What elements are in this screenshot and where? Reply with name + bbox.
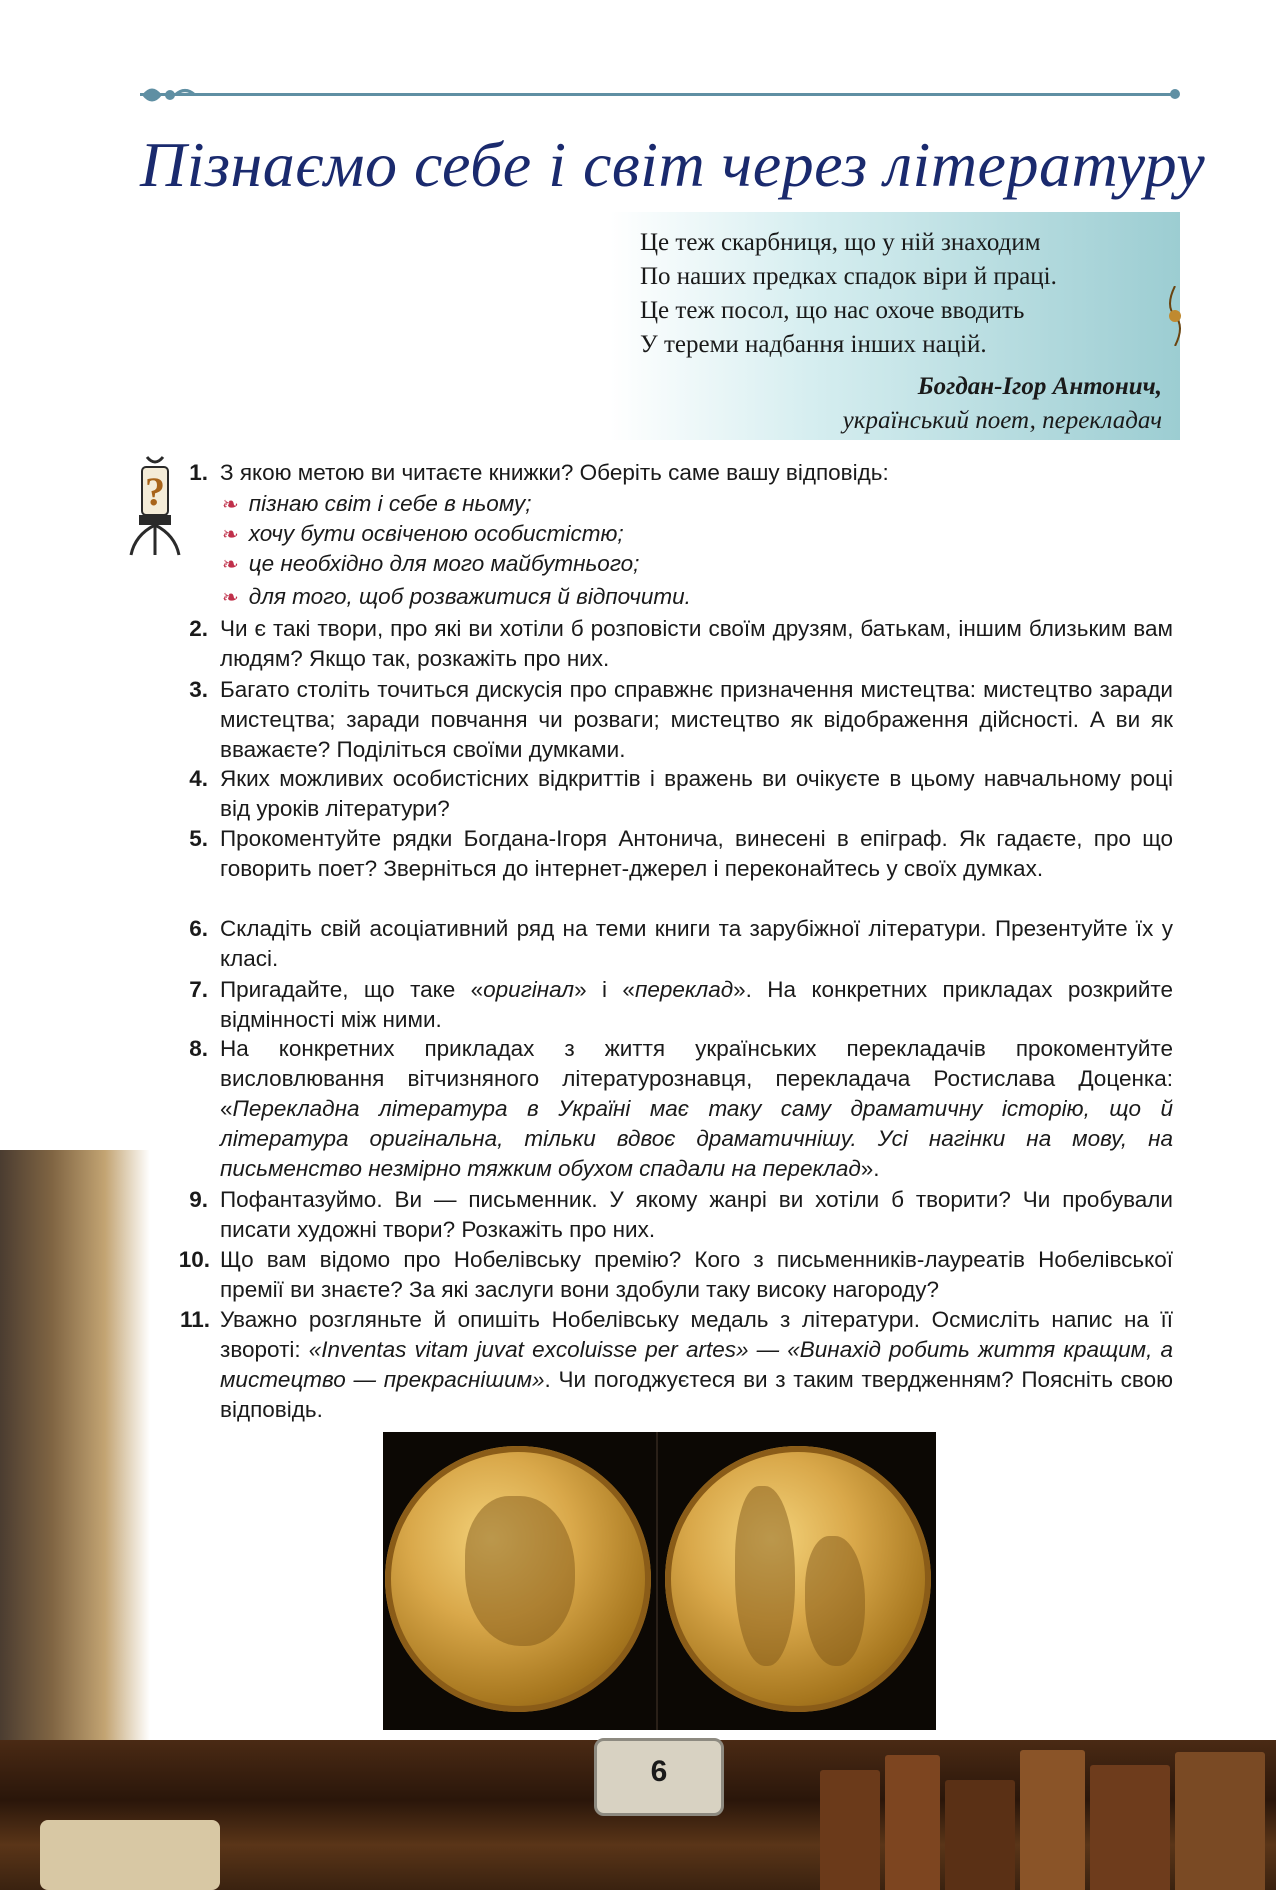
question-text-pre: Пригадайте, що таке «: [220, 977, 484, 1002]
epigraph-line: Це теж посол, що нас охоче вводить: [640, 297, 1025, 324]
question-number: 4.: [189, 766, 208, 791]
question-number: 3.: [189, 677, 208, 702]
question-text-post: ».: [860, 1156, 880, 1181]
question-text: Пофантазуймо. Ви — письменник. У якому жанрі ви хотіли б творити? Чи пробували писати художні твори? Розкажіть про них.: [220, 1187, 1173, 1242]
nobel-medal-image: [383, 1432, 936, 1730]
epigraph-lines: [640, 226, 1057, 362]
option-item: [222, 519, 624, 550]
question-number: 7.: [189, 977, 208, 1002]
question-text-post: . Чи погоджуєтеся ви з таким твердженням? Поясніть свою відповідь.: [220, 1367, 1173, 1422]
question-2: [189, 614, 1173, 674]
epigraph-author-name: Богдан-Ігор Антонич,: [917, 373, 1162, 400]
epigraph: [610, 212, 1180, 440]
bullet-icon: ❧: [222, 554, 239, 576]
question-8: [189, 1034, 1173, 1184]
term-original: оригінал: [483, 977, 575, 1002]
question-text: Чи є такі твори, про які ви хотіли б розповісти своїм друзям, батькам, іншим близьким вам людям? Якщо так, розкажіть про них.: [220, 616, 1173, 671]
question-text: Яких можливих особистісних відкриттів і вражень ви очікуєте в цьому навчальному році від уроків літератури?: [220, 766, 1173, 821]
question-6: [189, 914, 1173, 974]
question-10: [178, 1245, 1173, 1305]
bullet-icon: ❧: [222, 494, 239, 516]
option-item: [222, 549, 639, 580]
epigraph-line: Це теж скарбниця, що у ній знаходим: [640, 229, 1041, 256]
quote-text: Перекладна література в Україні має таку саму драматичну історію, що й література оригінальна, тільки вдвоє драматичнішу. Усі нагінки на мову, на письменство незмірно тяжким обухом спадали на переклад: [220, 1096, 1173, 1181]
bullet-icon: ❧: [222, 587, 239, 609]
header-rule: [140, 93, 1175, 96]
header-rule-dot: [1170, 89, 1180, 99]
option-text: для того, щоб розважитися й відпочити.: [248, 584, 691, 609]
question-number: 9.: [189, 1187, 208, 1212]
option-text: це необхідно для мого майбутнього;: [248, 551, 640, 576]
question-11: [179, 1305, 1174, 1425]
bullet-icon: ❧: [222, 524, 239, 546]
question-number: 1.: [189, 460, 208, 485]
quote-text: «Inventas vitam juvat excoluisse per artes» — «Винахід робить життя кращим, а мистецтво — прекраснішим»: [220, 1337, 1174, 1392]
question-number: 6.: [189, 916, 208, 941]
question-text: Багато століть точиться дискусія про справжнє призначення мистецтва: мистецтво заради мистецтва; заради повчання чи розваги; мистецтво як відображення дійсності. А ви як вважаєте? Поділіться своїми думками.: [220, 677, 1173, 762]
question-1: [189, 458, 1173, 488]
epigraph-line: У тереми надбання інших націй.: [640, 331, 987, 358]
question-text: Що вам відомо про Нобелівську премію? Кого з письменників-лауреатів Нобелівської премії ви знаєте? За які заслуги вони здобули таку високу нагороду?: [220, 1247, 1173, 1302]
question-text-mid: » і «: [574, 977, 635, 1002]
epigraph-author-role: український поет, перекладач: [842, 407, 1162, 434]
option-item: [222, 582, 691, 613]
question-9: [189, 1185, 1173, 1245]
question-text: З якою метою ви читаєте книжки? Оберіть саме вашу відповідь:: [220, 460, 889, 485]
option-text: хочу бути освіченою особистістю;: [248, 521, 624, 546]
medal-reverse-image: [665, 1446, 931, 1712]
page-title: Пізнаємо себе і світ через літературу: [140, 129, 1206, 200]
question-number: 10.: [178, 1247, 210, 1272]
option-item: [222, 489, 532, 520]
question-text-post: ». На конкретних прикладах розкрийте відмінності між ними.: [220, 977, 1173, 1032]
term-translation: переклад: [634, 977, 734, 1002]
question-number: 2.: [189, 616, 208, 641]
svg-text:?: ?: [145, 469, 165, 514]
question-text: Прокоментуйте рядки Богдана-Ігоря Антонича, винесені в епіграф. Як гадаєте, про що говорить поет? Зверніться до інтернет-джерел і переконайтесь у своїх думках.: [220, 826, 1173, 881]
question-number: 11.: [179, 1307, 210, 1332]
question-number: 8.: [189, 1036, 208, 1061]
epigraph-ornament-icon: [1160, 286, 1190, 346]
option-text: пізнаю світ і себе в ньому;: [248, 491, 532, 516]
page-number: 6: [650, 1755, 668, 1788]
epigraph-line: По наших предках спадок віри й праці.: [640, 263, 1057, 290]
page-number-badge: [594, 1738, 724, 1816]
question-5: [189, 824, 1173, 884]
epigraph-author: [843, 370, 1162, 438]
medal-obverse-image: [385, 1446, 651, 1712]
question-7: [189, 975, 1173, 1035]
question-3: [189, 675, 1173, 765]
question-number: 5.: [189, 826, 208, 851]
question-text: Складіть свій асоціативний ряд на теми книги та зарубіжної літератури. Презентуйте їх у класі.: [220, 916, 1173, 971]
question-text-pre: На конкретних прикладах з життя українських перекладачів прокоментуйте висловлювання вітчизняного літературознавця, перекладача Ростислава Доценка: «: [220, 1036, 1173, 1121]
question-text-pre: Уважно розгляньте й опишіть Нобелівську медаль з літератури. Осмисліть напис на її звороті:: [220, 1307, 1173, 1362]
background-painting: [0, 1150, 150, 1750]
question-4: [189, 764, 1173, 824]
